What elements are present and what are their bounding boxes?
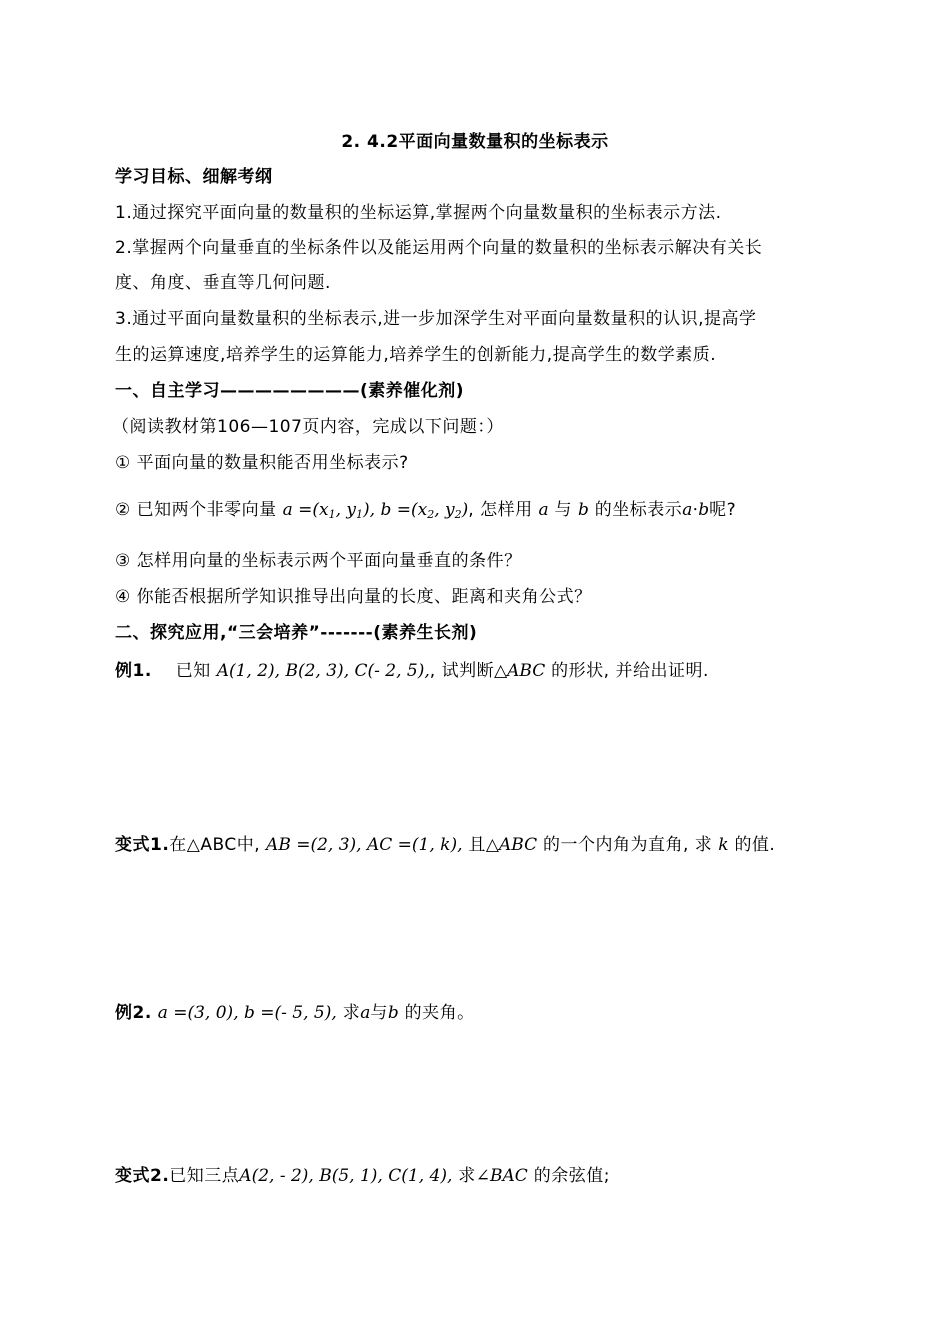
question-3: ③ 怎样用向量的坐标表示两个平面向量垂直的条件？ xyxy=(115,551,522,571)
question-2-end: 呢? xyxy=(709,500,737,520)
variant-1-suffix: 的一个内角为直角, 求 xyxy=(543,835,713,855)
example-2-suffix: 的夹角。 xyxy=(404,1003,475,1023)
variant-1-middle: 且 xyxy=(468,835,486,855)
goal-item-1: 1.通过探究平面向量的数量积的坐标运算,掌握两个向量数量积的坐标表示方法. xyxy=(115,203,722,223)
section-2-heading: 二、探究应用,“三会培养”-------(素养生长剂) xyxy=(115,623,478,643)
vector-a: a xyxy=(360,1003,371,1023)
subscript-2: 2 xyxy=(427,508,435,521)
example-2 xyxy=(115,1001,475,1025)
variable-k: k xyxy=(718,835,729,855)
example-1-middle: , 试判断 xyxy=(429,661,495,681)
goal-item-2-line-1: 2.掌握两个向量垂直的坐标条件以及能运用两个向量的数量积的坐标表示解决有关长 xyxy=(115,238,763,258)
variant-1-prefix: 在△ABC中, xyxy=(169,835,261,855)
question-2-suffix: 的坐标表示 xyxy=(594,500,683,520)
math-part: , y xyxy=(434,500,455,520)
angle-bac: ∠BAC xyxy=(475,1166,528,1186)
section-1-heading: 一、自主学习————————(素养催化剂) xyxy=(115,381,465,401)
conjunction: 与 xyxy=(370,1003,388,1023)
example-1-points: A(1, 2), B(2, 3), C(- 2, 5), xyxy=(216,661,430,681)
math-part: , y xyxy=(335,500,356,520)
page-title: 2. 4.2平面向量数量积的坐标表示 xyxy=(341,132,609,152)
vector-b: b xyxy=(577,500,589,520)
question-2-prefix: ② 已知两个非零向量 xyxy=(115,500,277,520)
variant-2-label: 变式2. xyxy=(115,1166,170,1186)
variant-2 xyxy=(115,1164,610,1188)
math-part: a =(x xyxy=(282,500,329,520)
example-1 xyxy=(115,659,709,683)
question-2-middle: , 怎样用 xyxy=(468,500,533,520)
triangle-abc: △ABC xyxy=(485,835,538,855)
variant-1-end: 的值. xyxy=(734,835,776,855)
vector-a: a xyxy=(538,500,549,520)
variant-2-middle: 求 xyxy=(458,1166,476,1186)
goal-item-3-line-1: 3.通过平面向量数量积的坐标表示,进一步加深学生对平面向量数量积的认识,提高学 xyxy=(115,309,757,329)
goal-item-2-line-2: 度、角度、垂直等几何问题. xyxy=(115,273,331,293)
variant-1 xyxy=(115,833,775,857)
question-2 xyxy=(115,498,736,522)
example-2-label: 例2. xyxy=(115,1003,152,1023)
variant-2-points: A(2, - 2), B(5, 1), C(1, 4), xyxy=(239,1166,453,1186)
vector-b: b xyxy=(387,1003,399,1023)
example-1-suffix: 的形状, 并给出证明. xyxy=(551,661,709,681)
example-2-vectors: a =(3, 0), b =(- 5, 5), xyxy=(157,1003,337,1023)
conjunction: 与 xyxy=(554,500,573,520)
vector-definition-math xyxy=(283,500,469,520)
subscript-1: 1 xyxy=(328,508,336,521)
variant-1-label: 变式1. xyxy=(115,835,170,855)
example-1-prefix: 已知 xyxy=(175,661,211,681)
reading-note: （阅读教材第106—107页内容，完成以下问题：） xyxy=(112,417,504,437)
example-2-middle: 求 xyxy=(342,1003,361,1023)
variant-2-suffix: 的余弦值; xyxy=(533,1166,610,1186)
variant-1-vectors: AB =(2, 3), AC =(1, k), xyxy=(266,835,463,855)
goal-item-3-line-2: 生的运算速度,培养学生的运算能力,培养学生的创新能力,提高学生的数学素质. xyxy=(115,345,717,365)
triangle-abc: △ABC xyxy=(494,661,546,681)
subscript-2: 2 xyxy=(454,508,462,521)
example-1-label: 例1. xyxy=(115,661,152,681)
goals-heading: 学习目标、细解考纲 xyxy=(115,167,273,187)
variant-2-prefix: 已知三点 xyxy=(169,1166,240,1186)
subscript-1: 1 xyxy=(356,508,363,521)
math-part: ), b =(x xyxy=(363,500,428,520)
math-part: ) xyxy=(461,500,469,520)
dot-product: a⋅b xyxy=(682,500,710,520)
question-4: ④ 你能否根据所学知识推导出向量的长度、距离和夹角公式？ xyxy=(115,587,592,607)
question-1: ① 平面向量的数量积能否用坐标表示? xyxy=(115,453,409,473)
